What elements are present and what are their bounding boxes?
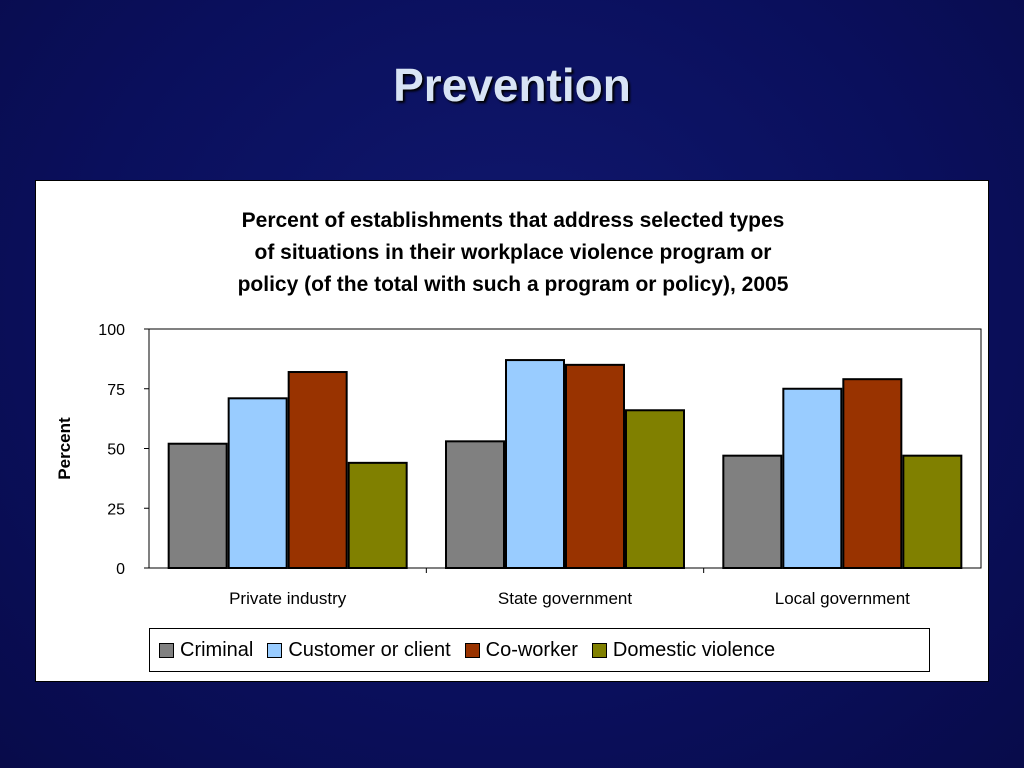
chart-title-line-3: policy (of the total with such a program or policy), 2005 [237, 273, 789, 296]
legend-item [592, 639, 775, 662]
bar-domestic-violence-private-industry [349, 463, 407, 568]
y-tick-label: 25 [107, 501, 125, 519]
bar-domestic-violence-state-government [626, 410, 684, 568]
y-tick-label: 0 [116, 561, 125, 578]
bar-co-worker-local-government [843, 379, 901, 568]
bar-co-worker-private-industry [289, 372, 347, 568]
slide-title: Prevention [393, 59, 631, 111]
chart-panel [35, 180, 989, 682]
legend-label: Criminal [180, 638, 254, 661]
bar-criminal-local-government [723, 456, 781, 568]
bar-customer-or-client-state-government [506, 360, 564, 568]
bar-customer-or-client-private-industry [229, 398, 287, 568]
y-axis-label: Percent [55, 417, 74, 480]
legend-label: Co-worker [485, 638, 578, 661]
legend-item [159, 639, 253, 662]
bar-domestic-violence-local-government [903, 456, 961, 568]
y-tick-label: 50 [107, 441, 125, 459]
bar-chart [36, 181, 990, 683]
bar-customer-or-client-local-government [783, 389, 841, 568]
x-category-label: Local government [774, 589, 910, 608]
bar-criminal-private-industry [169, 444, 227, 568]
chart-title-line-1: Percent of establishments that address selected types [241, 209, 785, 232]
legend-item [267, 639, 450, 662]
legend-label: Customer or client [288, 638, 451, 661]
y-tick-label: 100 [98, 322, 125, 339]
legend-swatch [592, 643, 607, 658]
legend-swatch [267, 643, 282, 658]
chart-legend [149, 628, 930, 672]
legend-swatch [465, 643, 480, 658]
chart-title-line-2: of situations in their workplace violence program or [254, 241, 772, 264]
legend-label: Domestic violence [612, 638, 776, 661]
y-tick-label: 75 [107, 381, 125, 399]
bar-criminal-state-government [446, 441, 504, 568]
legend-item [465, 639, 578, 662]
bar-co-worker-state-government [566, 365, 624, 568]
legend-swatch [159, 643, 174, 658]
x-category-label: State government [497, 589, 633, 608]
x-category-label: Private industry [229, 589, 347, 608]
